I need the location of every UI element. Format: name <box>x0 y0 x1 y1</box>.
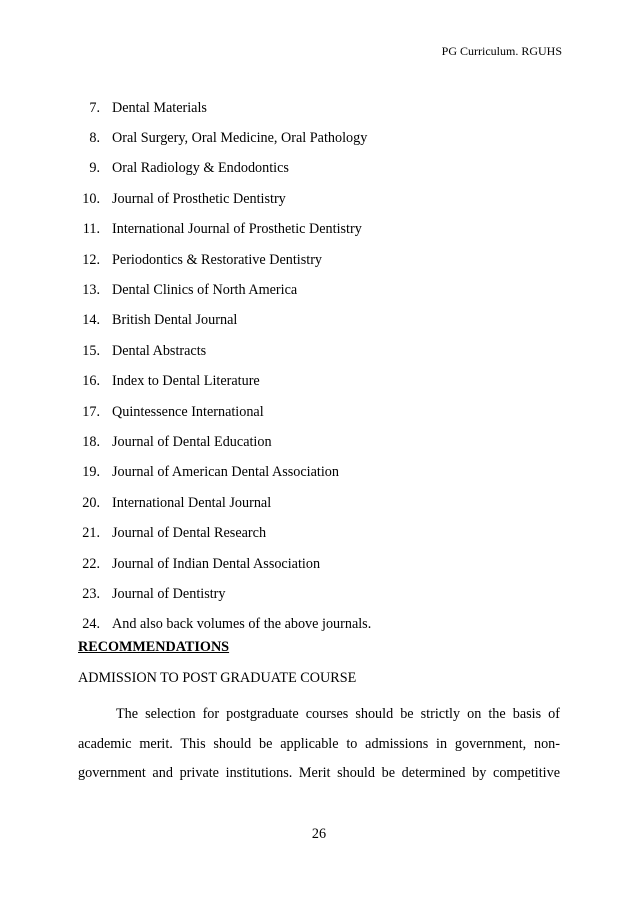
list-item <box>78 306 578 336</box>
item-number: 17. <box>82 403 100 420</box>
item-number: 16. <box>82 373 100 390</box>
item-text: Dental Abstracts <box>112 342 207 359</box>
list-item <box>78 154 578 184</box>
item-number: 18. <box>82 433 100 450</box>
list-item <box>78 367 578 397</box>
paragraph-line: academic merit. This should be applicable to admissions in government, non- <box>78 735 560 752</box>
paragraph-line: government and private institutions. Merit should be determined by competitive <box>78 765 560 781</box>
item-number: 23. <box>82 585 100 602</box>
item-number: 14. <box>82 312 100 329</box>
list-item <box>78 610 578 640</box>
item-number: 12. <box>82 251 100 268</box>
journal-list <box>78 93 578 640</box>
item-number: 19. <box>82 464 100 481</box>
running-header: PG Curriculum. RGUHS <box>441 44 562 58</box>
recommendations-heading: RECOMMENDATIONS <box>78 639 230 655</box>
admission-heading: ADMISSION TO POST GRADUATE COURSE <box>78 670 357 686</box>
item-text: Journal of American Dental Association <box>112 464 339 481</box>
item-text: Quintessence International <box>112 403 264 420</box>
item-number: 9. <box>89 160 100 177</box>
item-text: Journal of Dental Research <box>112 525 267 542</box>
item-text: Journal of Dental Education <box>112 433 272 450</box>
list-item <box>78 336 578 366</box>
paragraph-line: The selection for postgraduate courses should be strictly on the basis of <box>116 706 560 722</box>
list-item <box>78 93 578 123</box>
item-text: International Dental Journal <box>112 494 272 511</box>
item-text: Periodontics & Restorative Dentistry <box>112 251 323 268</box>
item-text: Journal of Dentistry <box>112 585 226 602</box>
list-item <box>78 123 578 153</box>
list-item <box>78 397 578 427</box>
item-text: Oral Surgery, Oral Medicine, Oral Pathology <box>112 130 368 147</box>
item-text: Index to Dental Literature <box>112 373 260 390</box>
item-number: 22. <box>82 555 100 572</box>
item-number: 11. <box>82 221 100 238</box>
page-number: 26 <box>311 826 327 842</box>
item-text: British Dental Journal <box>112 312 238 329</box>
item-number: 8. <box>89 130 100 147</box>
item-text: International Journal of Prosthetic Dentistry <box>112 221 362 238</box>
item-number: 20. <box>82 494 100 511</box>
list-item <box>78 184 578 214</box>
list-item <box>78 245 578 275</box>
list-item <box>78 275 578 305</box>
item-text: And also back volumes of the above journals. <box>112 616 372 633</box>
list-item <box>78 549 578 579</box>
item-number: 24. <box>82 616 100 633</box>
item-number: 7. <box>89 99 100 116</box>
list-item <box>78 518 578 548</box>
item-text: Oral Radiology & Endodontics <box>112 160 289 177</box>
admission-paragraph <box>78 700 560 789</box>
list-item <box>78 488 578 518</box>
list-item <box>78 427 578 457</box>
item-number: 10. <box>82 190 100 207</box>
item-number: 13. <box>82 282 100 299</box>
item-text: Dental Clinics of North America <box>112 282 298 299</box>
item-text: Journal of Prosthetic Dentistry <box>112 190 286 207</box>
item-number: 15. <box>82 342 100 359</box>
list-item <box>78 458 578 488</box>
item-text: Journal of Indian Dental Association <box>112 555 321 572</box>
list-item <box>78 579 578 609</box>
item-number: 21. <box>82 525 100 542</box>
item-text: Dental Materials <box>112 99 207 116</box>
list-item <box>78 215 578 245</box>
